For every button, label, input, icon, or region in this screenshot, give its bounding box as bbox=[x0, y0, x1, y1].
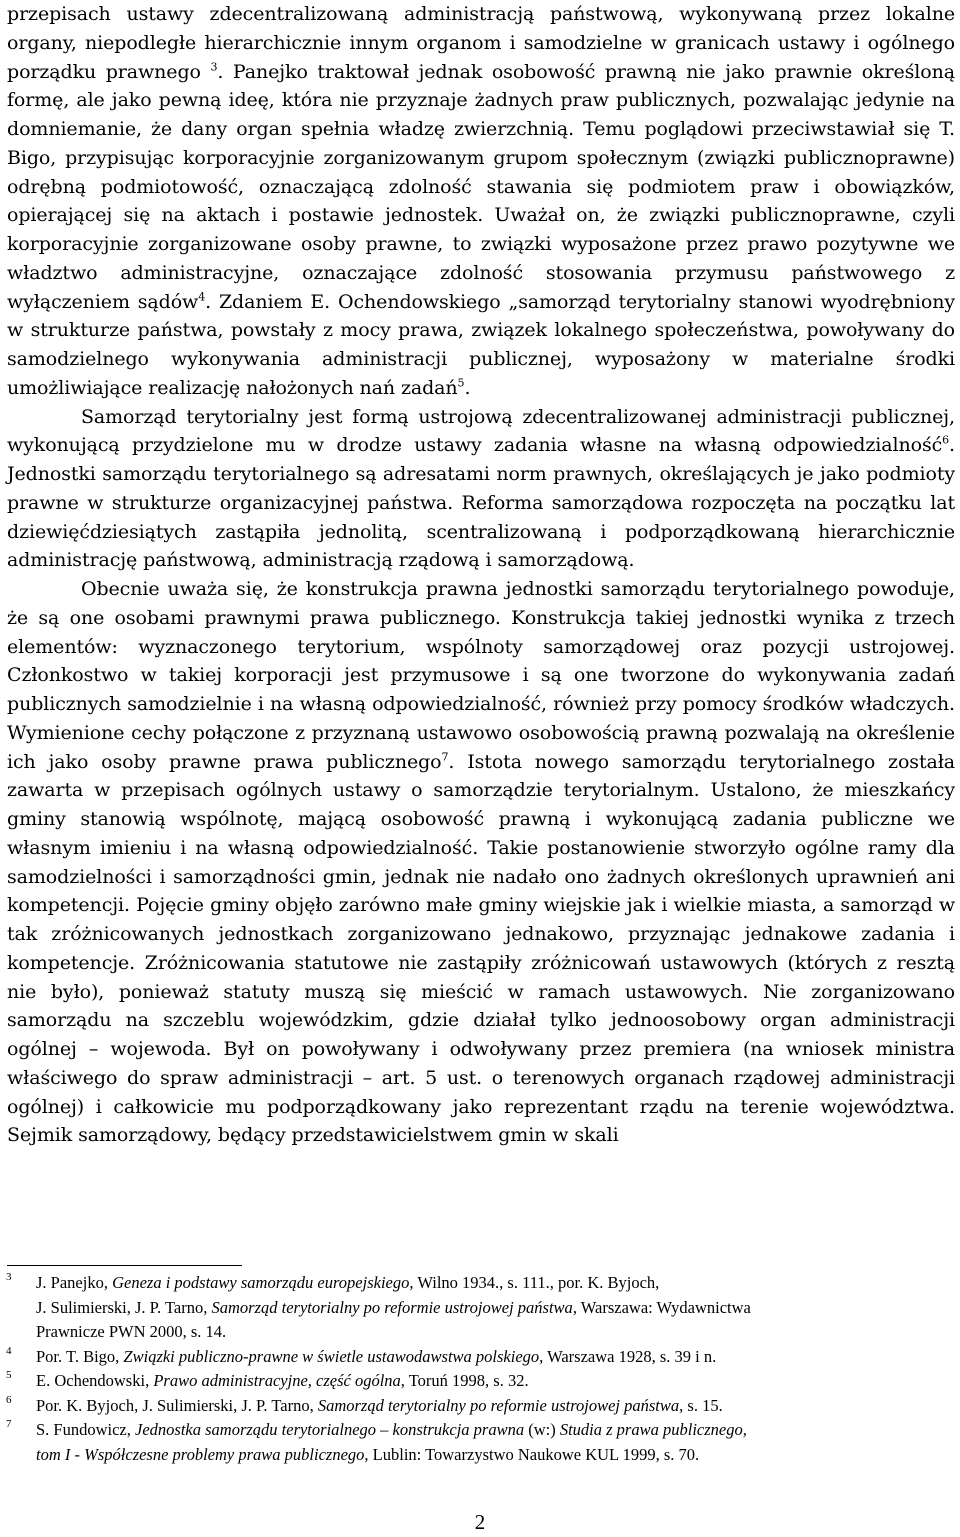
footnote-text: J. Panejko, bbox=[36, 1273, 113, 1292]
footnote-3 bbox=[0, 1271, 950, 1345]
paragraph-1-text: przepisach ustawy zdecentralizowaną administracją państwową, wykonywaną przez lokalne organy, niepodległe hierarchicznie innym organom i samodzielne w granicach ustawy i ogólnego porządku prawnego bbox=[7, 3, 955, 83]
footnote-number: 5 bbox=[6, 1369, 12, 1381]
paragraph-3-text: . Istota nowego samorządu terytorialnego została zawarta w przepisach ogólnych ustawy o samorządzie terytorialnym. Ustalono, że mieszkańcy gminy stanowią wspólnotę, mającą osobowość prawną i wykonującą zadania publiczne we własnym imieniu i na własną odpowiedzialność. Takie postanowienie stworzyło ogólne ramy dla samodzielności i samorządności gmin, jednak nie nadało ono żadnych określonych uprawnień ani kompetencji. Pojęcie gminy objęło zarówno małe gminy wiejskie jak i wielkie miasta, a samorząd w tak zróżnicowanych jednostkach zorganizowano jednakowo, przyznając jednakowe zadania i kompetencje. Zróżnicowania statutowe nie zastąpiły zróżnicowań ustawowych (których z resztą nie było), ponieważ statuty muszą się mieścić w ramach ustawowych. Nie zorganizowano samorządu na szczeblu wojewódzkim, gdzie działał tylko jednoosobowy organ administracji ogólnej – wojewoda. Był on powoływany i odwoływany przez premiera (na wniosek ministra właściwego do spraw administracji – art. 5 ust. o terenowych organach rządowej administracji ogólnej) i całkowicie mu podporządkowany jako reprezentant rządu na terenie województwa. Sejmik samorządowy, będący przedstawicielstwem gmin w skali bbox=[7, 750, 955, 1147]
footnote-6 bbox=[0, 1394, 950, 1419]
paragraph-1-text: . Panejko traktował jednak osobowość prawną nie jako prawnie określoną formę, ale jako pewną ideę, która nie przyznaje żadnych praw publicznych, pozwalając jedynie na domniemanie, że dany organ spełnia władzę zwierzchnią. Temu poglądowi przeciwstawiał się T. Bigo, przypisując korporacyjnie zorganizowanym grupom społecznym (związki publicznoprawne) odrębną podmiotowość, oznaczającą zdolność stawania się podmiotem praw i obowiązków, opierającej się na aktach i postawie jednostek. Uważał on, że związki publicznoprawne, czyli korporacyjnie zorganizowane osoby prawne, to związki wyposażone przez prawo pozytywne we władztwo administracyjne, oznaczające zdolność stosowania przymusu państwowego z wyłączeniem sądów bbox=[7, 60, 955, 313]
footnote-text: Por. K. Byjoch, J. Sulimierski, J. P. Tarno, bbox=[36, 1395, 318, 1415]
footnote-7 bbox=[0, 1418, 950, 1467]
footnote-text: E. Ochendowski, bbox=[36, 1371, 154, 1390]
footnote-ref-5: 5 bbox=[457, 376, 465, 390]
footnote-text: , Wilno 1934., s. 111., por. K. Byjoch, bbox=[409, 1273, 660, 1292]
paragraph-3 bbox=[7, 575, 955, 1150]
footnote-title: tom I - Współczesne problemy prawa publicznego bbox=[36, 1444, 365, 1464]
footnote-title: Geneza i podstawy samorządu europejskiego bbox=[112, 1273, 410, 1292]
paragraph-3-text: Obecnie uważa się, że konstrukcja prawna jednostki samorządu terytorialnego powoduje, że są one osobami prawnymi prawa publicznego. Konstrukcja takiej jednostki wynika z trzech elementów: wyznaczonego terytorium, wspólnoty samorządowej oraz pozycji ustrojowej. Członkostwo w takiej korporacji jest przymusowe i są one tworzone do wykonywania zadań publicznych samodzielnie i na własną odpowiedzialność, również przy pomocy środków władczych. Wymienione cechy połączone z przyznaną ustawowo osobowością prawną pozwalają na określenie ich jako osoby prawne prawa publicznego bbox=[7, 578, 955, 773]
footnote-title: Samorząd terytorialny po reformie ustrojowej państwa bbox=[211, 1297, 573, 1317]
footnote-ref-4: 4 bbox=[198, 290, 206, 304]
paragraph-1 bbox=[7, 0, 955, 403]
footnote-text: S. Fundowicz, bbox=[36, 1420, 135, 1439]
footnote-text: Prawnicze PWN 2000, s. 14. bbox=[36, 1322, 227, 1341]
footnote-text: , Warszawa 1928, s. 39 i n. bbox=[539, 1346, 717, 1366]
footnote-title: Studia z prawa publicznego, bbox=[559, 1420, 747, 1439]
footnote-text: Por. T. Bigo, bbox=[36, 1346, 124, 1366]
footnote-5 bbox=[0, 1369, 950, 1394]
page-number: 2 bbox=[474, 1510, 486, 1534]
footnote-text: , s. 15. bbox=[679, 1395, 723, 1415]
paragraph-1-text: . Zdaniem E. Ochendowskiego „samorząd terytorialny stanowi wyodrębniony w strukturze państwa, powstały z mocy prawa, związek lokalnego społeczeństwa, powoływany do samodzielnego wykonywania administracji publicznej, wyposażony w materialne środki umożliwiające realizację nałożonych nań zadań bbox=[7, 290, 955, 399]
footnote-ref-3: 3 bbox=[210, 60, 218, 74]
footnote-text: J. Sulimierski, J. P. Tarno, bbox=[36, 1297, 212, 1317]
footnote-title: Jednostka samorządu terytorialnego – konstrukcja prawna bbox=[135, 1420, 525, 1439]
footnote-text: , Toruń 1998, s. 32. bbox=[400, 1371, 529, 1390]
body-text bbox=[7, 0, 955, 1150]
footnote-title: Związki publiczno-prawne w świetle ustawodawstwa polskiego bbox=[123, 1346, 540, 1366]
paragraph-1-text: . bbox=[464, 376, 471, 399]
footnote-ref-7: 7 bbox=[441, 750, 449, 764]
footnote-title: Samorząd terytorialny po reformie ustrojowej państwa bbox=[317, 1395, 680, 1415]
paragraph-2-text: Samorząd terytorialny jest formą ustrojową zdecentralizowanej administracji publicznej, wykonującą przydzielone mu w drodze ustawy zadania własne na własną odpowiedzialność bbox=[7, 405, 955, 457]
footnote-title: Prawo administracyjne, część ogólna bbox=[153, 1371, 401, 1390]
footnotes bbox=[0, 1271, 950, 1467]
footnote-4 bbox=[0, 1345, 950, 1370]
footnote-text: , Warszawa: Wydawnictwa bbox=[572, 1297, 751, 1317]
footnote-number: 6 bbox=[6, 1393, 12, 1406]
paragraph-2 bbox=[7, 403, 955, 576]
footnote-separator bbox=[7, 1265, 242, 1266]
footnote-number: 3 bbox=[6, 1271, 12, 1283]
footnote-number: 4 bbox=[6, 1344, 12, 1357]
footnote-ref-6: 6 bbox=[942, 433, 950, 447]
footnote-text: (w:) bbox=[524, 1420, 560, 1439]
footnote-number: 7 bbox=[6, 1418, 12, 1430]
paragraph-2-text: . Jednostki samorządu terytorialnego są adresatami norm prawnych, określających je jako podmioty prawne w strukturze organizacyjnej państwa. Reforma samorządowa rozpoczęta na początku lat dziewięćdziesiątych zastąpiła jednolitą, scentralizowaną i podporządkowaną hierarchicznie administrację państwową, administracją rządową i samorządową. bbox=[7, 434, 955, 572]
footnote-text: , Lublin: Towarzystwo Naukowe KUL 1999, s. 70. bbox=[364, 1444, 700, 1464]
